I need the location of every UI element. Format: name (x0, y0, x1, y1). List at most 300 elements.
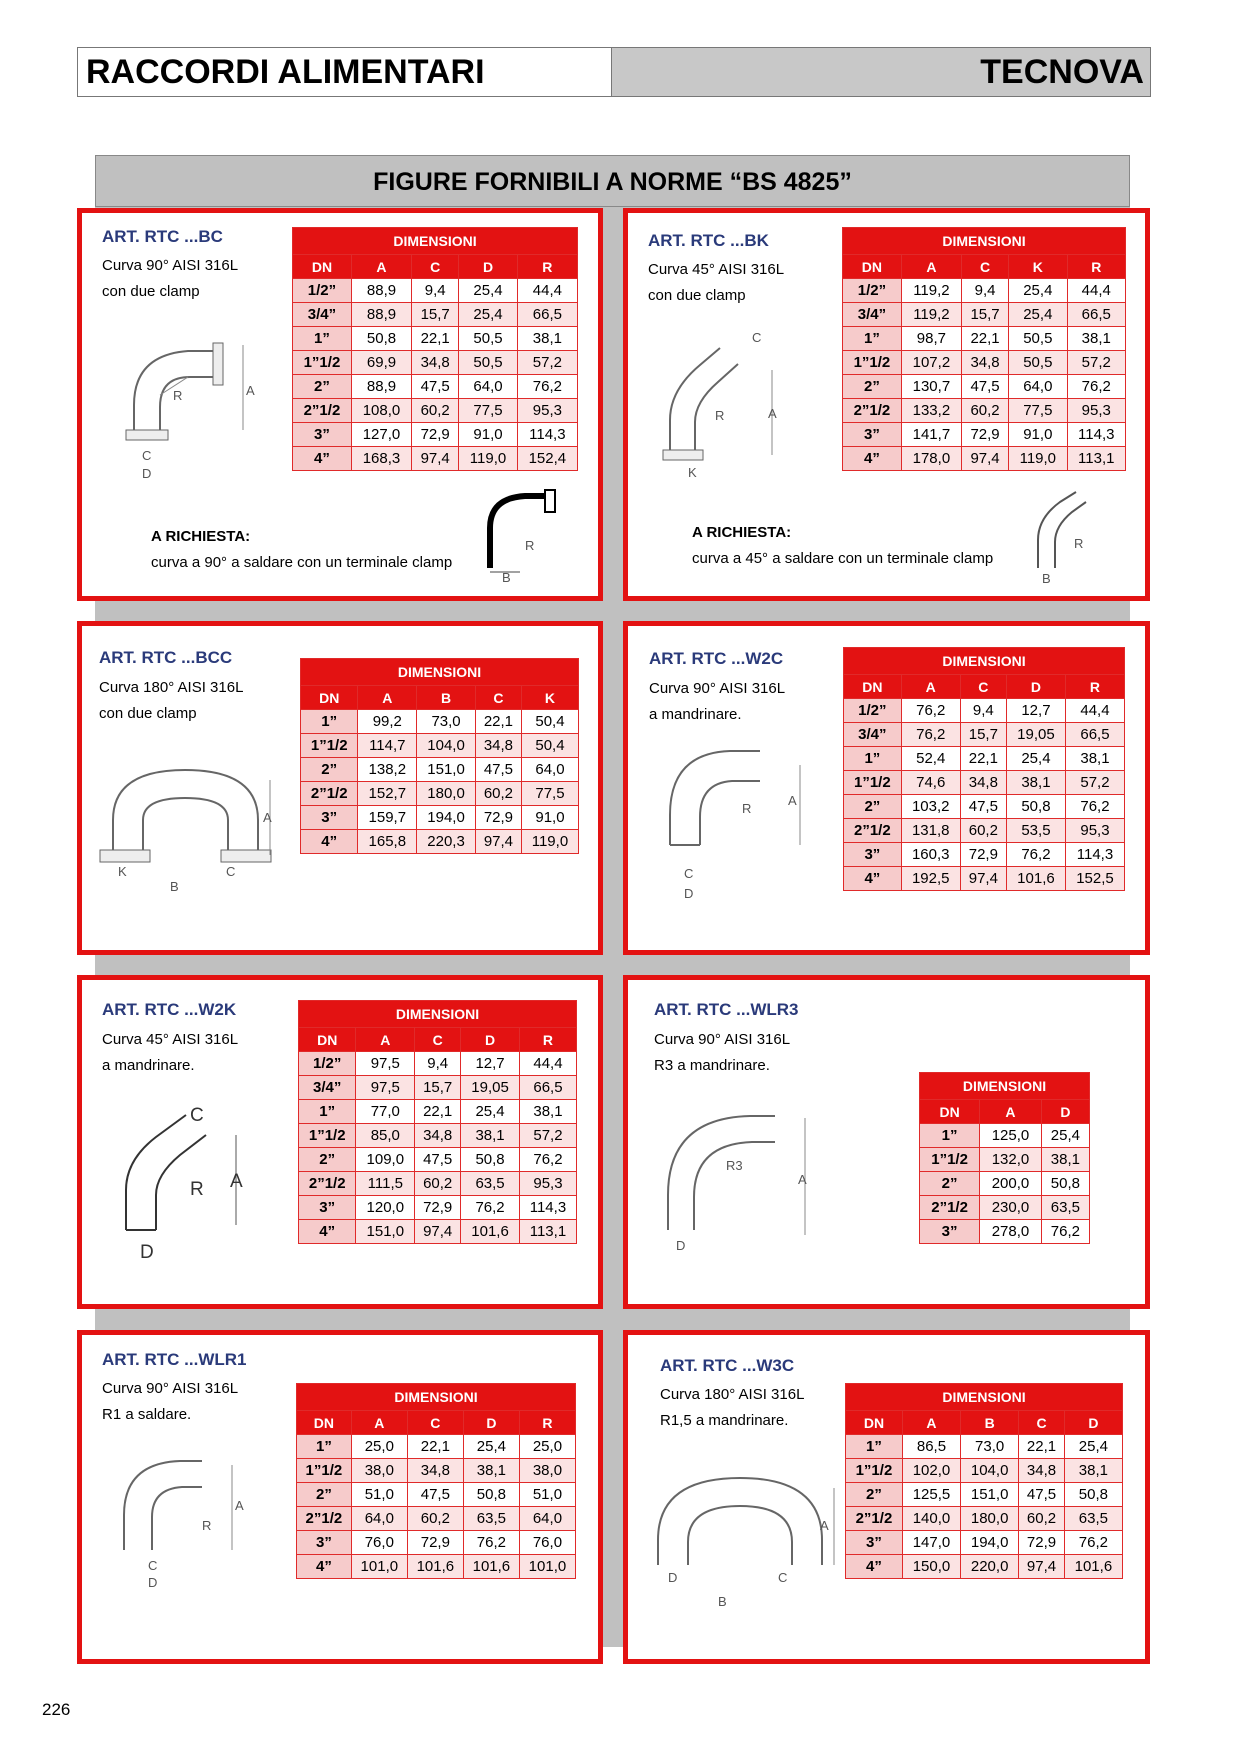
elbow-90-weld-drawing (485, 488, 575, 583)
value-cell: 88,9 (351, 279, 411, 303)
article-code: ART. RTC ...BCC (99, 648, 233, 667)
dn-cell: 1/2” (844, 699, 902, 723)
value-cell: 44,4 (1067, 279, 1125, 303)
column-header: B (961, 1411, 1019, 1435)
dimensions-table (298, 1000, 577, 1244)
table-row (293, 447, 578, 471)
article-desc-1: Curva 90° AISI 316L (649, 680, 786, 697)
dim-d-label: D (142, 466, 152, 481)
table-row (293, 399, 578, 423)
column-header: A (901, 255, 961, 279)
article-desc-1: Curva 180° AISI 316L (99, 679, 244, 696)
table-row (301, 806, 579, 830)
dim-d-label: D (148, 1575, 158, 1590)
value-cell: 91,0 (459, 423, 517, 447)
table-row (301, 830, 579, 854)
value-cell: 9,4 (412, 279, 459, 303)
dim-d-label: D (668, 1570, 678, 1585)
value-cell: 131,8 (901, 819, 960, 843)
table-title: DIMENSIONI (293, 228, 578, 255)
column-header: DN (301, 686, 358, 710)
dn-cell: 4” (846, 1555, 903, 1579)
value-cell: 60,2 (475, 782, 521, 806)
table-row (301, 734, 579, 758)
radius-label: R (742, 801, 752, 816)
value-cell: 50,5 (1009, 351, 1067, 375)
table-row (299, 1172, 577, 1196)
dn-cell: 1”1/2 (301, 734, 358, 758)
dn-cell: 4” (293, 447, 352, 471)
dn-cell: 2”1/2 (299, 1172, 356, 1196)
dn-cell: 4” (844, 867, 902, 891)
radius-label: R (1074, 536, 1084, 551)
value-cell: 119,0 (459, 447, 517, 471)
column-header: R (519, 1028, 576, 1052)
value-cell: 25,4 (463, 1435, 519, 1459)
article-desc-2: a mandrinare. (102, 1057, 195, 1074)
table-row (301, 710, 579, 734)
article-desc-1: Curva 45° AISI 316L (648, 261, 785, 278)
column-header: DN (297, 1411, 352, 1435)
value-cell: 180,0 (961, 1507, 1019, 1531)
radius-label: R (525, 538, 535, 553)
value-cell: 38,1 (519, 1100, 576, 1124)
value-cell: 44,4 (519, 1052, 576, 1076)
column-header: K (1009, 255, 1067, 279)
on-request-title: A RICHIESTA: (692, 524, 792, 541)
value-cell: 104,0 (417, 734, 476, 758)
value-cell: 25,4 (1009, 303, 1067, 327)
value-cell: 47,5 (415, 1148, 461, 1172)
dim-b-label: B (1042, 571, 1051, 586)
table-row (843, 375, 1126, 399)
value-cell: 138,2 (358, 758, 417, 782)
dim-a-label: A (246, 383, 255, 398)
value-cell: 25,0 (351, 1435, 407, 1459)
table-row (843, 447, 1126, 471)
table-row (299, 1148, 577, 1172)
value-cell: 113,1 (1067, 447, 1125, 471)
dn-cell: 3” (301, 806, 358, 830)
dn-cell: 3/4” (843, 303, 902, 327)
dim-d-label: D (684, 886, 694, 901)
value-cell: 101,6 (1064, 1555, 1122, 1579)
table-row (844, 843, 1125, 867)
value-cell: 64,0 (351, 1507, 407, 1531)
value-cell: 19,05 (1006, 723, 1065, 747)
dn-cell: 1”1/2 (299, 1124, 356, 1148)
value-cell: 38,1 (463, 1459, 519, 1483)
value-cell: 60,2 (960, 819, 1006, 843)
column-header: D (1064, 1411, 1122, 1435)
value-cell: 19,05 (461, 1076, 520, 1100)
value-cell: 9,4 (415, 1052, 461, 1076)
value-cell: 76,2 (517, 375, 577, 399)
value-cell: 125,5 (902, 1483, 960, 1507)
page-number: 226 (42, 1700, 71, 1719)
elbow-90-r3-drawing (660, 1100, 820, 1260)
column-header: DN (844, 675, 902, 699)
value-cell: 97,5 (356, 1052, 415, 1076)
value-cell: 147,0 (902, 1531, 960, 1555)
dn-cell: 3/4” (293, 303, 352, 327)
value-cell: 194,0 (417, 806, 476, 830)
table-row (297, 1435, 576, 1459)
value-cell: 34,8 (960, 771, 1006, 795)
dn-cell: 2” (846, 1483, 903, 1507)
dn-cell: 2”1/2 (920, 1196, 980, 1220)
value-cell: 22,1 (415, 1100, 461, 1124)
dn-cell: 3” (844, 843, 902, 867)
value-cell: 15,7 (960, 723, 1006, 747)
article-code: ART. RTC ...W2K (102, 1000, 237, 1019)
radius-label: R3 (726, 1158, 743, 1173)
value-cell: 72,9 (1019, 1531, 1065, 1555)
value-cell: 230,0 (980, 1196, 1042, 1220)
table-row (299, 1124, 577, 1148)
column-header: DN (293, 255, 352, 279)
dn-cell: 1” (920, 1124, 980, 1148)
value-cell: 22,1 (412, 327, 459, 351)
value-cell: 152,7 (358, 782, 417, 806)
value-cell: 25,0 (519, 1435, 575, 1459)
article-code: ART. RTC ...W2C (649, 649, 784, 668)
dn-cell: 2”1/2 (844, 819, 902, 843)
table-row (843, 327, 1126, 351)
dn-cell: 3” (293, 423, 352, 447)
value-cell: 111,5 (356, 1172, 415, 1196)
value-cell: 60,2 (415, 1172, 461, 1196)
value-cell: 119,0 (521, 830, 578, 854)
table-row (920, 1220, 1090, 1244)
value-cell: 57,2 (517, 351, 577, 375)
value-cell: 91,0 (1009, 423, 1067, 447)
value-cell: 86,5 (902, 1435, 960, 1459)
dim-a-label: A (235, 1498, 244, 1513)
table-row (301, 758, 579, 782)
column-header: DN (846, 1411, 903, 1435)
value-cell: 50,5 (1009, 327, 1067, 351)
table-row (293, 375, 578, 399)
value-cell: 50,8 (1064, 1483, 1122, 1507)
value-cell: 113,1 (519, 1220, 576, 1244)
table-row (299, 1100, 577, 1124)
value-cell: 38,1 (1065, 747, 1124, 771)
column-header: C (960, 675, 1006, 699)
dn-cell: 1” (846, 1435, 903, 1459)
table-row (844, 867, 1125, 891)
dn-cell: 2” (301, 758, 358, 782)
value-cell: 159,7 (358, 806, 417, 830)
value-cell: 22,1 (1019, 1435, 1065, 1459)
value-cell: 168,3 (351, 447, 411, 471)
table-row (846, 1459, 1123, 1483)
dn-cell: 2” (299, 1148, 356, 1172)
article-desc-1: Curva 90° AISI 316L (102, 1380, 239, 1397)
column-header: R (517, 255, 577, 279)
article-code: ART. RTC ...BK (648, 231, 769, 250)
on-request-block (692, 520, 993, 572)
value-cell: 97,4 (475, 830, 521, 854)
column-header: C (415, 1028, 461, 1052)
value-cell: 63,5 (1041, 1196, 1089, 1220)
value-cell: 38,1 (1064, 1459, 1122, 1483)
dn-cell: 1”1/2 (920, 1148, 980, 1172)
value-cell: 66,5 (517, 303, 577, 327)
dim-c-label: C (226, 864, 236, 879)
table-row (301, 782, 579, 806)
value-cell: 15,7 (412, 303, 459, 327)
value-cell: 278,0 (980, 1220, 1042, 1244)
dn-cell: 3” (920, 1220, 980, 1244)
value-cell: 102,0 (902, 1459, 960, 1483)
elbow-45-weld-drawing (1030, 490, 1100, 585)
column-header: D (461, 1028, 520, 1052)
value-cell: 151,0 (417, 758, 476, 782)
dim-c-label: C (142, 448, 152, 463)
column-header: B (417, 686, 476, 710)
table-row (846, 1507, 1123, 1531)
value-cell: 34,8 (415, 1124, 461, 1148)
dim-a-label: A (230, 1171, 243, 1192)
article-desc-1: Curva 90° AISI 316L (102, 257, 239, 274)
value-cell: 73,0 (961, 1435, 1019, 1459)
dim-c-label: C (148, 1558, 158, 1573)
dim-b-label: B (170, 879, 179, 894)
column-header: C (475, 686, 521, 710)
table-row (299, 1052, 577, 1076)
elbow-90-expand-drawing (660, 745, 810, 905)
value-cell: 34,8 (407, 1459, 463, 1483)
column-header: C (961, 255, 1008, 279)
value-cell: 125,0 (980, 1124, 1042, 1148)
value-cell: 114,7 (358, 734, 417, 758)
dn-cell: 2”1/2 (301, 782, 358, 806)
dim-c-label: C (752, 330, 762, 345)
dn-cell: 1/2” (299, 1052, 356, 1076)
value-cell: 60,2 (412, 399, 459, 423)
header-title-right: TECNOVA (980, 53, 1144, 91)
value-cell: 98,7 (901, 327, 961, 351)
value-cell: 25,4 (459, 303, 517, 327)
article-desc-2: R1 a saldare. (102, 1406, 192, 1423)
table-row (299, 1076, 577, 1100)
value-cell: 77,0 (356, 1100, 415, 1124)
column-header: A (351, 1411, 407, 1435)
value-cell: 88,9 (351, 375, 411, 399)
value-cell: 77,5 (521, 782, 578, 806)
column-header: R (1065, 675, 1124, 699)
dim-a-label: A (820, 1518, 829, 1533)
value-cell: 200,0 (980, 1172, 1042, 1196)
table-row (844, 723, 1125, 747)
value-cell: 119,2 (901, 303, 961, 327)
table-row (920, 1196, 1090, 1220)
dim-c-label: C (684, 866, 694, 881)
value-cell: 130,7 (901, 375, 961, 399)
column-header: D (459, 255, 517, 279)
value-cell: 60,2 (961, 399, 1008, 423)
value-cell: 47,5 (960, 795, 1006, 819)
radius-label: R (173, 388, 183, 403)
value-cell: 47,5 (961, 375, 1008, 399)
dn-cell: 1/2” (293, 279, 352, 303)
value-cell: 76,0 (351, 1531, 407, 1555)
table-row (844, 795, 1125, 819)
value-cell: 114,3 (519, 1196, 576, 1220)
table-row (846, 1435, 1123, 1459)
dimensions-table (919, 1072, 1090, 1244)
value-cell: 34,8 (475, 734, 521, 758)
value-cell: 66,5 (519, 1076, 576, 1100)
value-cell: 57,2 (519, 1124, 576, 1148)
value-cell: 12,7 (461, 1052, 520, 1076)
table-row (920, 1172, 1090, 1196)
column-header: A (902, 1411, 960, 1435)
dim-b-label: B (718, 1594, 727, 1609)
table-title: DIMENSIONI (844, 648, 1125, 675)
dn-cell: 4” (299, 1220, 356, 1244)
value-cell: 38,1 (1067, 327, 1125, 351)
value-cell: 22,1 (961, 327, 1008, 351)
value-cell: 38,1 (1006, 771, 1065, 795)
value-cell: 220,3 (417, 830, 476, 854)
article-desc-2: con due clamp (648, 287, 746, 304)
table-row (293, 351, 578, 375)
value-cell: 38,0 (351, 1459, 407, 1483)
dim-k-label: K (118, 864, 127, 879)
column-header: A (356, 1028, 415, 1052)
column-header: R (1067, 255, 1125, 279)
dn-cell: 4” (843, 447, 902, 471)
value-cell: 38,1 (461, 1124, 520, 1148)
value-cell: 64,0 (459, 375, 517, 399)
value-cell: 152,5 (1065, 867, 1124, 891)
column-header: C (1019, 1411, 1065, 1435)
on-request-text: curva a 45° a saldare con un terminale clamp (692, 550, 994, 567)
dim-c-label: C (778, 1570, 788, 1585)
table-title: DIMENSIONI (299, 1001, 577, 1028)
table-row (843, 399, 1126, 423)
dn-cell: 2” (297, 1483, 352, 1507)
value-cell: 133,2 (901, 399, 961, 423)
article-desc-1: Curva 45° AISI 316L (102, 1031, 239, 1048)
value-cell: 141,7 (901, 423, 961, 447)
dn-cell: 1” (297, 1435, 352, 1459)
value-cell: 132,0 (980, 1148, 1042, 1172)
dn-cell: 2”1/2 (843, 399, 902, 423)
value-cell: 34,8 (961, 351, 1008, 375)
dn-cell: 1”1/2 (297, 1459, 352, 1483)
value-cell: 180,0 (417, 782, 476, 806)
elbow-90-r1-drawing (120, 1455, 260, 1590)
value-cell: 44,4 (1065, 699, 1124, 723)
value-cell: 97,4 (960, 867, 1006, 891)
value-cell: 104,0 (961, 1459, 1019, 1483)
dn-cell: 4” (297, 1555, 352, 1579)
table-title: DIMENSIONI (843, 228, 1126, 255)
value-cell: 69,9 (351, 351, 411, 375)
value-cell: 50,4 (521, 734, 578, 758)
value-cell: 50,4 (521, 710, 578, 734)
column-header: A (980, 1100, 1042, 1124)
value-cell: 53,5 (1006, 819, 1065, 843)
dn-cell: 1”1/2 (844, 771, 902, 795)
value-cell: 97,5 (356, 1076, 415, 1100)
column-header: D (463, 1411, 519, 1435)
value-cell: 101,6 (407, 1555, 463, 1579)
value-cell: 95,3 (1065, 819, 1124, 843)
column-header: C (407, 1411, 463, 1435)
table-row (293, 423, 578, 447)
page-header (77, 47, 1151, 97)
dimensions-table (842, 227, 1126, 471)
value-cell: 44,4 (517, 279, 577, 303)
value-cell: 50,8 (1006, 795, 1065, 819)
dn-cell: 2” (293, 375, 352, 399)
dim-d-label: D (676, 1238, 686, 1253)
on-request-block (151, 524, 452, 576)
column-header: C (412, 255, 459, 279)
value-cell: 114,3 (1067, 423, 1125, 447)
value-cell: 38,1 (1041, 1148, 1089, 1172)
table-row (293, 303, 578, 327)
value-cell: 103,2 (901, 795, 960, 819)
value-cell: 72,9 (961, 423, 1008, 447)
on-request-title: A RICHIESTA: (151, 528, 251, 545)
value-cell: 50,8 (351, 327, 411, 351)
article-code: ART. RTC ...WLR1 (102, 1350, 247, 1369)
dn-cell: 2”1/2 (846, 1507, 903, 1531)
article-desc-2: R3 a mandrinare. (654, 1057, 770, 1074)
value-cell: 47,5 (407, 1483, 463, 1507)
value-cell: 151,0 (961, 1483, 1019, 1507)
value-cell: 97,4 (961, 447, 1008, 471)
dn-cell: 1” (299, 1100, 356, 1124)
dimensions-table (296, 1383, 576, 1579)
value-cell: 51,0 (519, 1483, 575, 1507)
value-cell: 47,5 (1019, 1483, 1065, 1507)
table-row (844, 699, 1125, 723)
dim-a-label: A (263, 810, 272, 825)
dn-cell: 2” (844, 795, 902, 819)
dimensions-table (292, 227, 578, 471)
value-cell: 76,2 (1064, 1531, 1122, 1555)
table-row (299, 1220, 577, 1244)
value-cell: 76,2 (901, 699, 960, 723)
value-cell: 77,5 (459, 399, 517, 423)
value-cell: 72,9 (415, 1196, 461, 1220)
value-cell: 25,4 (461, 1100, 520, 1124)
value-cell: 66,5 (1067, 303, 1125, 327)
article-code: ART. RTC ...W3C (660, 1356, 795, 1375)
value-cell: 34,8 (1019, 1459, 1065, 1483)
value-cell: 101,6 (1006, 867, 1065, 891)
on-request-text: curva a 90° a saldare con un terminale clamp (151, 554, 453, 571)
table-row (843, 351, 1126, 375)
dn-cell: 1” (301, 710, 358, 734)
value-cell: 76,0 (519, 1531, 575, 1555)
value-cell: 101,6 (461, 1220, 520, 1244)
value-cell: 114,3 (517, 423, 577, 447)
value-cell: 108,0 (351, 399, 411, 423)
dn-cell: 3” (843, 423, 902, 447)
value-cell: 76,2 (1067, 375, 1125, 399)
value-cell: 60,2 (407, 1507, 463, 1531)
value-cell: 150,0 (902, 1555, 960, 1579)
column-header: A (351, 255, 411, 279)
value-cell: 15,7 (961, 303, 1008, 327)
